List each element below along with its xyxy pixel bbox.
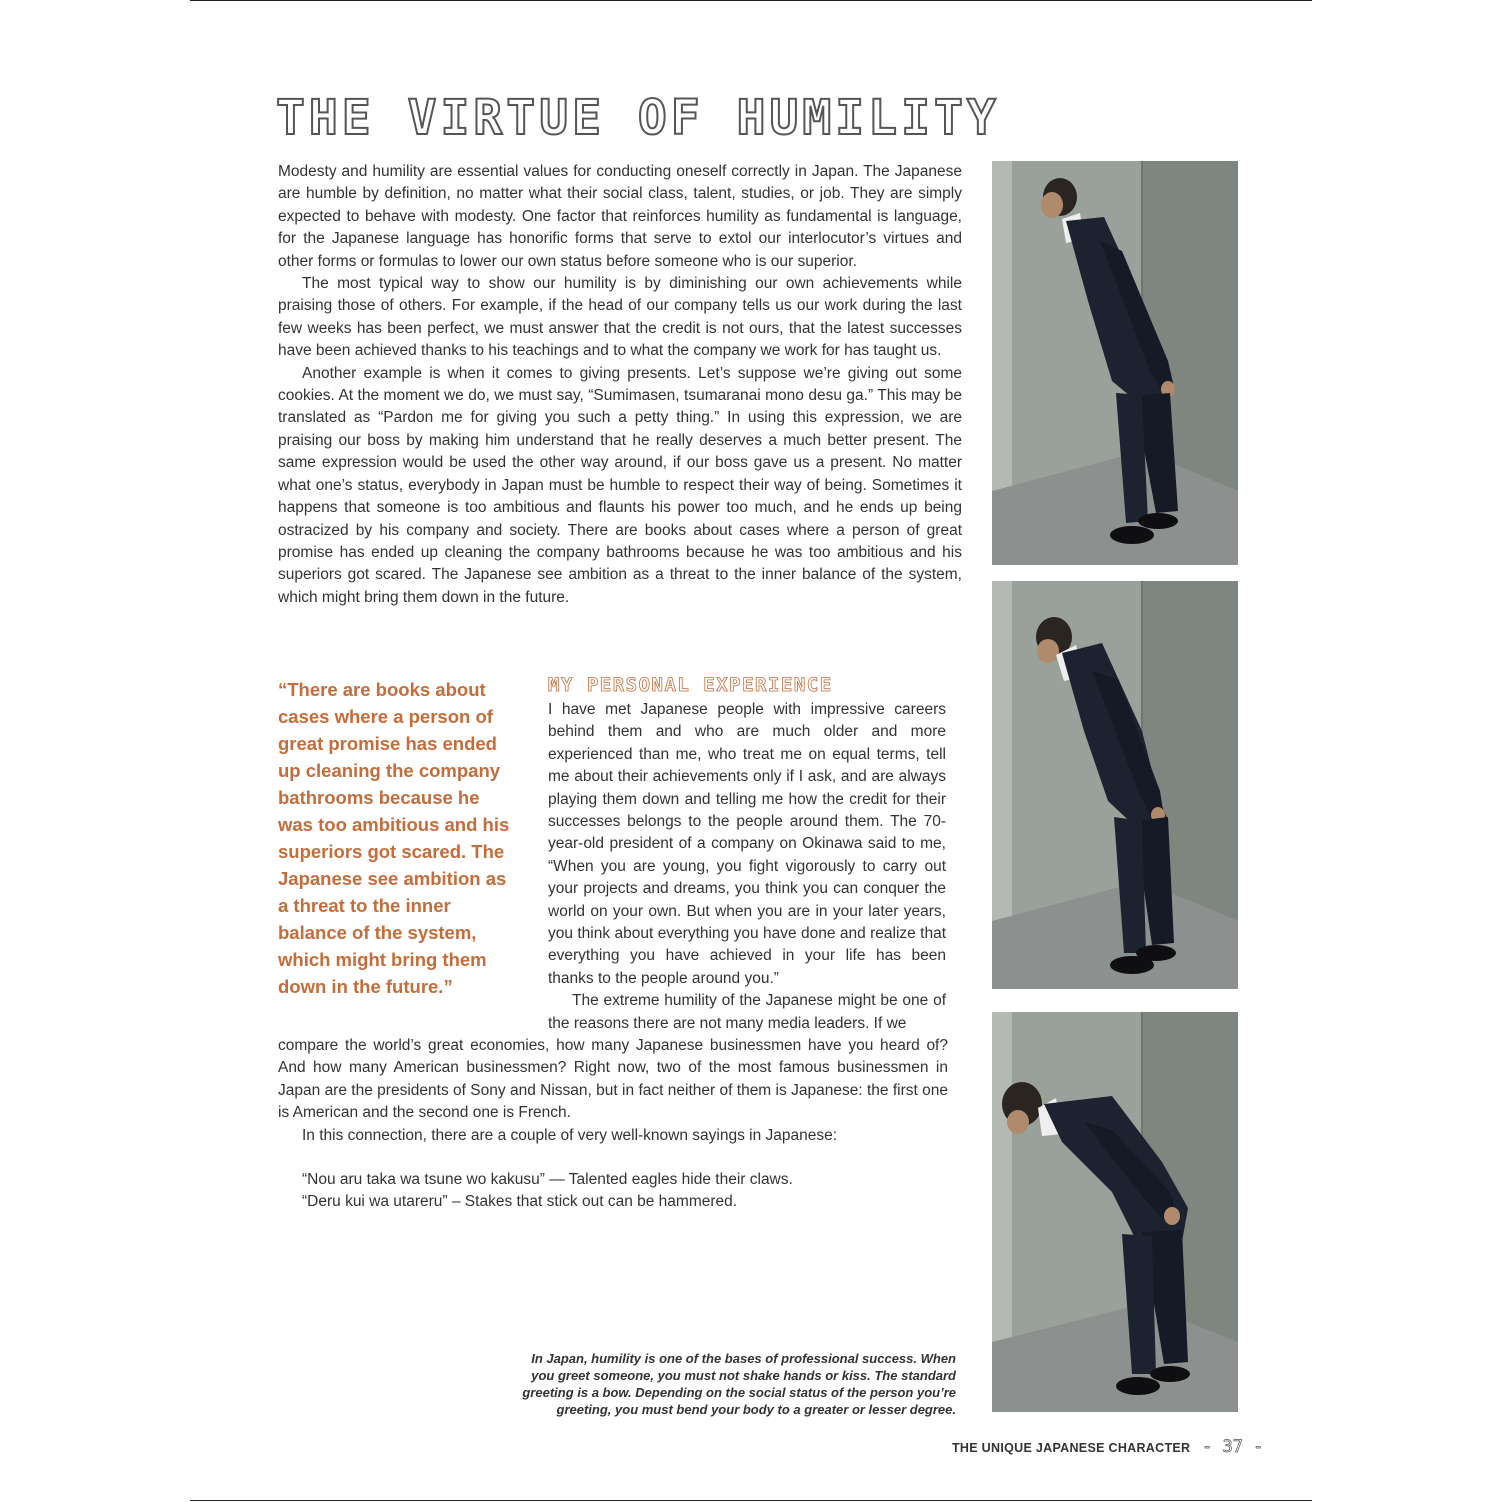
saying-1: “Nou aru taka wa tsune wo kakusu” — Talented eagles hide their claws.	[302, 1171, 793, 1188]
photo-bow-deep	[992, 1012, 1238, 1412]
personal-experience-column	[548, 699, 946, 1035]
bottom-rule	[190, 1500, 1312, 1501]
pull-quote: “There are books about cases where a person of great promise has ended up cleaning the company bathrooms because he was too ambitious and his superiors got scared. The Japanese see ambition as a threat to the inner balance of the system, which might bring them down in the future.”	[278, 679, 510, 997]
saying-2: “Deru kui wa utareru” – Stakes that stick out can be hammered.	[302, 1193, 738, 1211]
top-rule	[190, 0, 1312, 1]
photo-bow-medium	[992, 581, 1238, 989]
footer-section-title: THE UNIQUE JAPANESE CHARACTER	[952, 1441, 1191, 1455]
section-heading-personal-experience: MY PERSONAL EXPERIENCE	[548, 674, 833, 696]
media-leaders-paragraph-start: The extreme humility of the Japanese might be one of the reasons there are not many media leaders. If we	[548, 992, 946, 1032]
photo-bow-slight	[992, 161, 1238, 565]
sayings-list	[302, 1169, 942, 1214]
paragraph-2: The most typical way to show our humility is by diminishing our own achievements while praising those of others. For example, if the head of our company tells us our work during the last few weeks has been perfect, we must answer that the credit is not ours, that the latest successes have been achieved thanks to his teachings and to what the company we work for has taught us.	[278, 275, 962, 360]
page-number: - 37 -	[1202, 1437, 1264, 1457]
photo-bow-medium-icon	[992, 581, 1238, 989]
page-title: THE VIRTUE OF HUMILITY	[276, 90, 1000, 146]
media-leaders-paragraph-end: compare the world’s great economies, how many Japanese businessmen have you heard of? And how many American businessmen? Right now, two of the most famous businessmen in Japan are the presidents of Sony and Nissan, but in fact neither of them is Japanese: the first one is American and the second one is French.	[278, 1037, 948, 1122]
photo-bow-deep-icon	[992, 1012, 1238, 1412]
continuation-column	[278, 1035, 948, 1147]
paragraph-3: Another example is when it comes to giving presents. Let’s suppose we’re giving out some cookies. At the moment we do, we must say, “Sumimasen, tsumaranai mono desu ga.” This may be translated as “Pardon me for giving you such a petty thing.” In using this expression, we are praising our boss by making him understand that he really deserves a much better present. The same expression would be used the other way around, if our boss gave us a present. No matter what one’s status, everybody in Japan must be humble to respect their way of being. Sometimes it happens that someone is too ambitious and flaunts his power too much, and he ends up being ostracized by his company and society. There are books about cases where a person of great promise has ended up cleaning the company bathrooms because he was too ambitious and his superiors got scared. The Japanese see ambition as a threat to the inner balance of the system, which might bring them down in the future.	[278, 364, 962, 606]
main-column	[278, 161, 962, 609]
personal-experience-paragraph: I have met Japanese people with impressive careers behind them and who are much older and more experienced than me, who treat me on equal terms, tell me about their achievements only if I ask, and are always playing them down and telling me how the credit for their successes belongs to the people around them. The 70-year-old president of a company on Okinawa said to me, “When you are young, you fight vigorously to carry out your projects and dreams, you think you can conquer the world on your own. But when you are in your later years, you think about everything you have done and realize that everything you have achieved in your life has been thanks to the people around you.”	[548, 701, 946, 987]
photo-caption: In Japan, humility is one of the bases of professional success. When you greet someone, you must not shake hands or kiss. The standard greeting is a bow. Depending on the social status of the person you’re greeting, you must bend your body to a greater or lesser degree.	[522, 1351, 956, 1417]
sayings-intro: In this connection, there are a couple of very well-known sayings in Japanese:	[302, 1126, 838, 1144]
photo-bow-slight-icon	[992, 161, 1238, 565]
paragraph-1: Modesty and humility are essential values for conducting oneself correctly in Japan. The Japanese are humble by definition, no matter what their social class, talent, studies, or job. They are simply expected to behave with modesty. One factor that reinforces humility as fundamental is language, for the Japanese language has honorific forms that serve to extol our interlocutor’s virtues and other forms or formulas to lower our own status before someone who is our superior.	[278, 163, 962, 270]
